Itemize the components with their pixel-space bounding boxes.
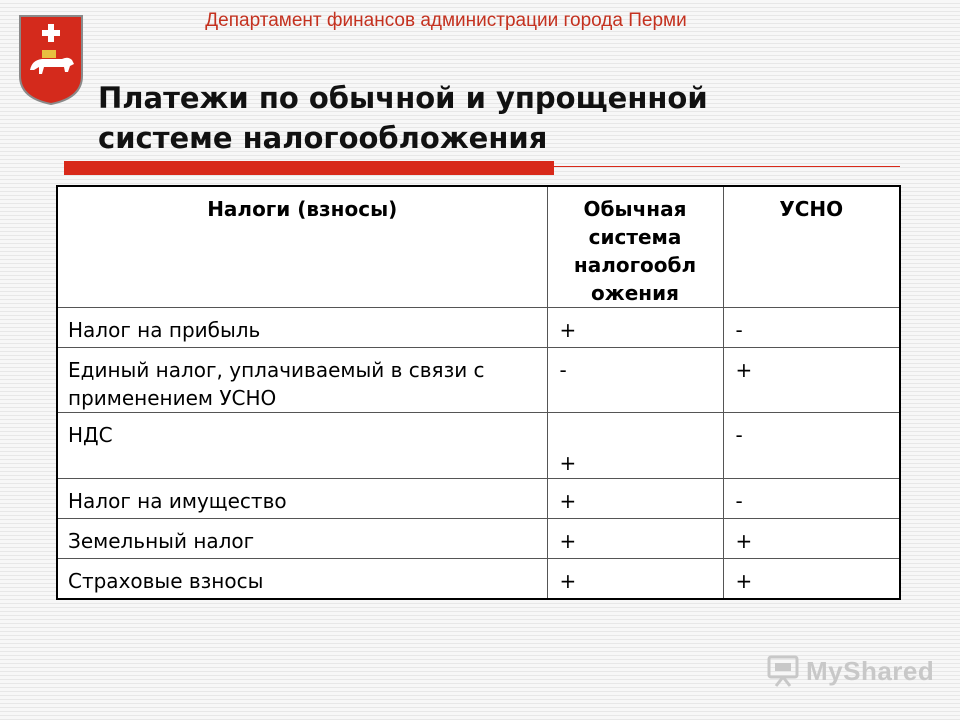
tax-table — [56, 185, 901, 600]
tax-name-cell: Налог на прибыль — [57, 308, 547, 348]
tax-name-cell: Страховые взносы — [57, 559, 547, 599]
general-system-cell: - — [547, 348, 723, 413]
column-header-usno: УСНО — [723, 186, 900, 308]
general-system-cell — [547, 413, 723, 479]
usno-cell: - — [723, 479, 900, 519]
tax-name-cell: Налог на имущество — [57, 479, 547, 519]
table-row — [57, 413, 900, 479]
column-header-taxes: Налоги (взносы) — [57, 186, 547, 308]
column-header-general-line: ожения — [591, 281, 679, 305]
accent-line — [554, 166, 900, 167]
department-header: Департамент финансов администрации города Перми — [205, 10, 687, 31]
table-row — [57, 479, 900, 519]
usno-cell: + — [723, 348, 900, 413]
table-row — [57, 308, 900, 348]
table-row — [57, 519, 900, 559]
tax-name-cell: Земельный налог — [57, 519, 547, 559]
perm-coat-of-arms-icon — [18, 14, 84, 106]
watermark — [766, 654, 934, 688]
table-header-row — [57, 186, 900, 308]
general-system-mark: + — [559, 451, 577, 475]
tax-table-container — [56, 185, 899, 600]
column-header-general-line: налогообл — [573, 253, 697, 277]
general-system-cell: + — [547, 308, 723, 348]
general-system-cell: + — [547, 479, 723, 519]
usno-cell: - — [723, 413, 900, 479]
table-row — [57, 348, 900, 413]
column-header-general-line: система — [588, 225, 682, 249]
tax-name-cell: НДС — [57, 413, 547, 479]
accent-bar — [64, 161, 554, 175]
general-system-cell: + — [547, 559, 723, 599]
column-header-general-system — [547, 186, 723, 308]
page-title — [98, 78, 708, 158]
general-system-cell: + — [547, 519, 723, 559]
tax-name-cell: Единый налог, уплачиваемый в связи с применением УСНО — [57, 348, 547, 413]
presentation-icon — [766, 654, 800, 688]
column-header-general-line: Обычная — [583, 197, 687, 221]
watermark-text: MyShared — [806, 655, 935, 686]
table-row — [57, 559, 900, 599]
usno-cell: - — [723, 308, 900, 348]
usno-cell: + — [723, 519, 900, 559]
title-line-2: системе налогообложения — [98, 121, 548, 155]
usno-cell: + — [723, 559, 900, 599]
title-line-1: Платежи по обычной и упрощенной — [98, 81, 708, 115]
